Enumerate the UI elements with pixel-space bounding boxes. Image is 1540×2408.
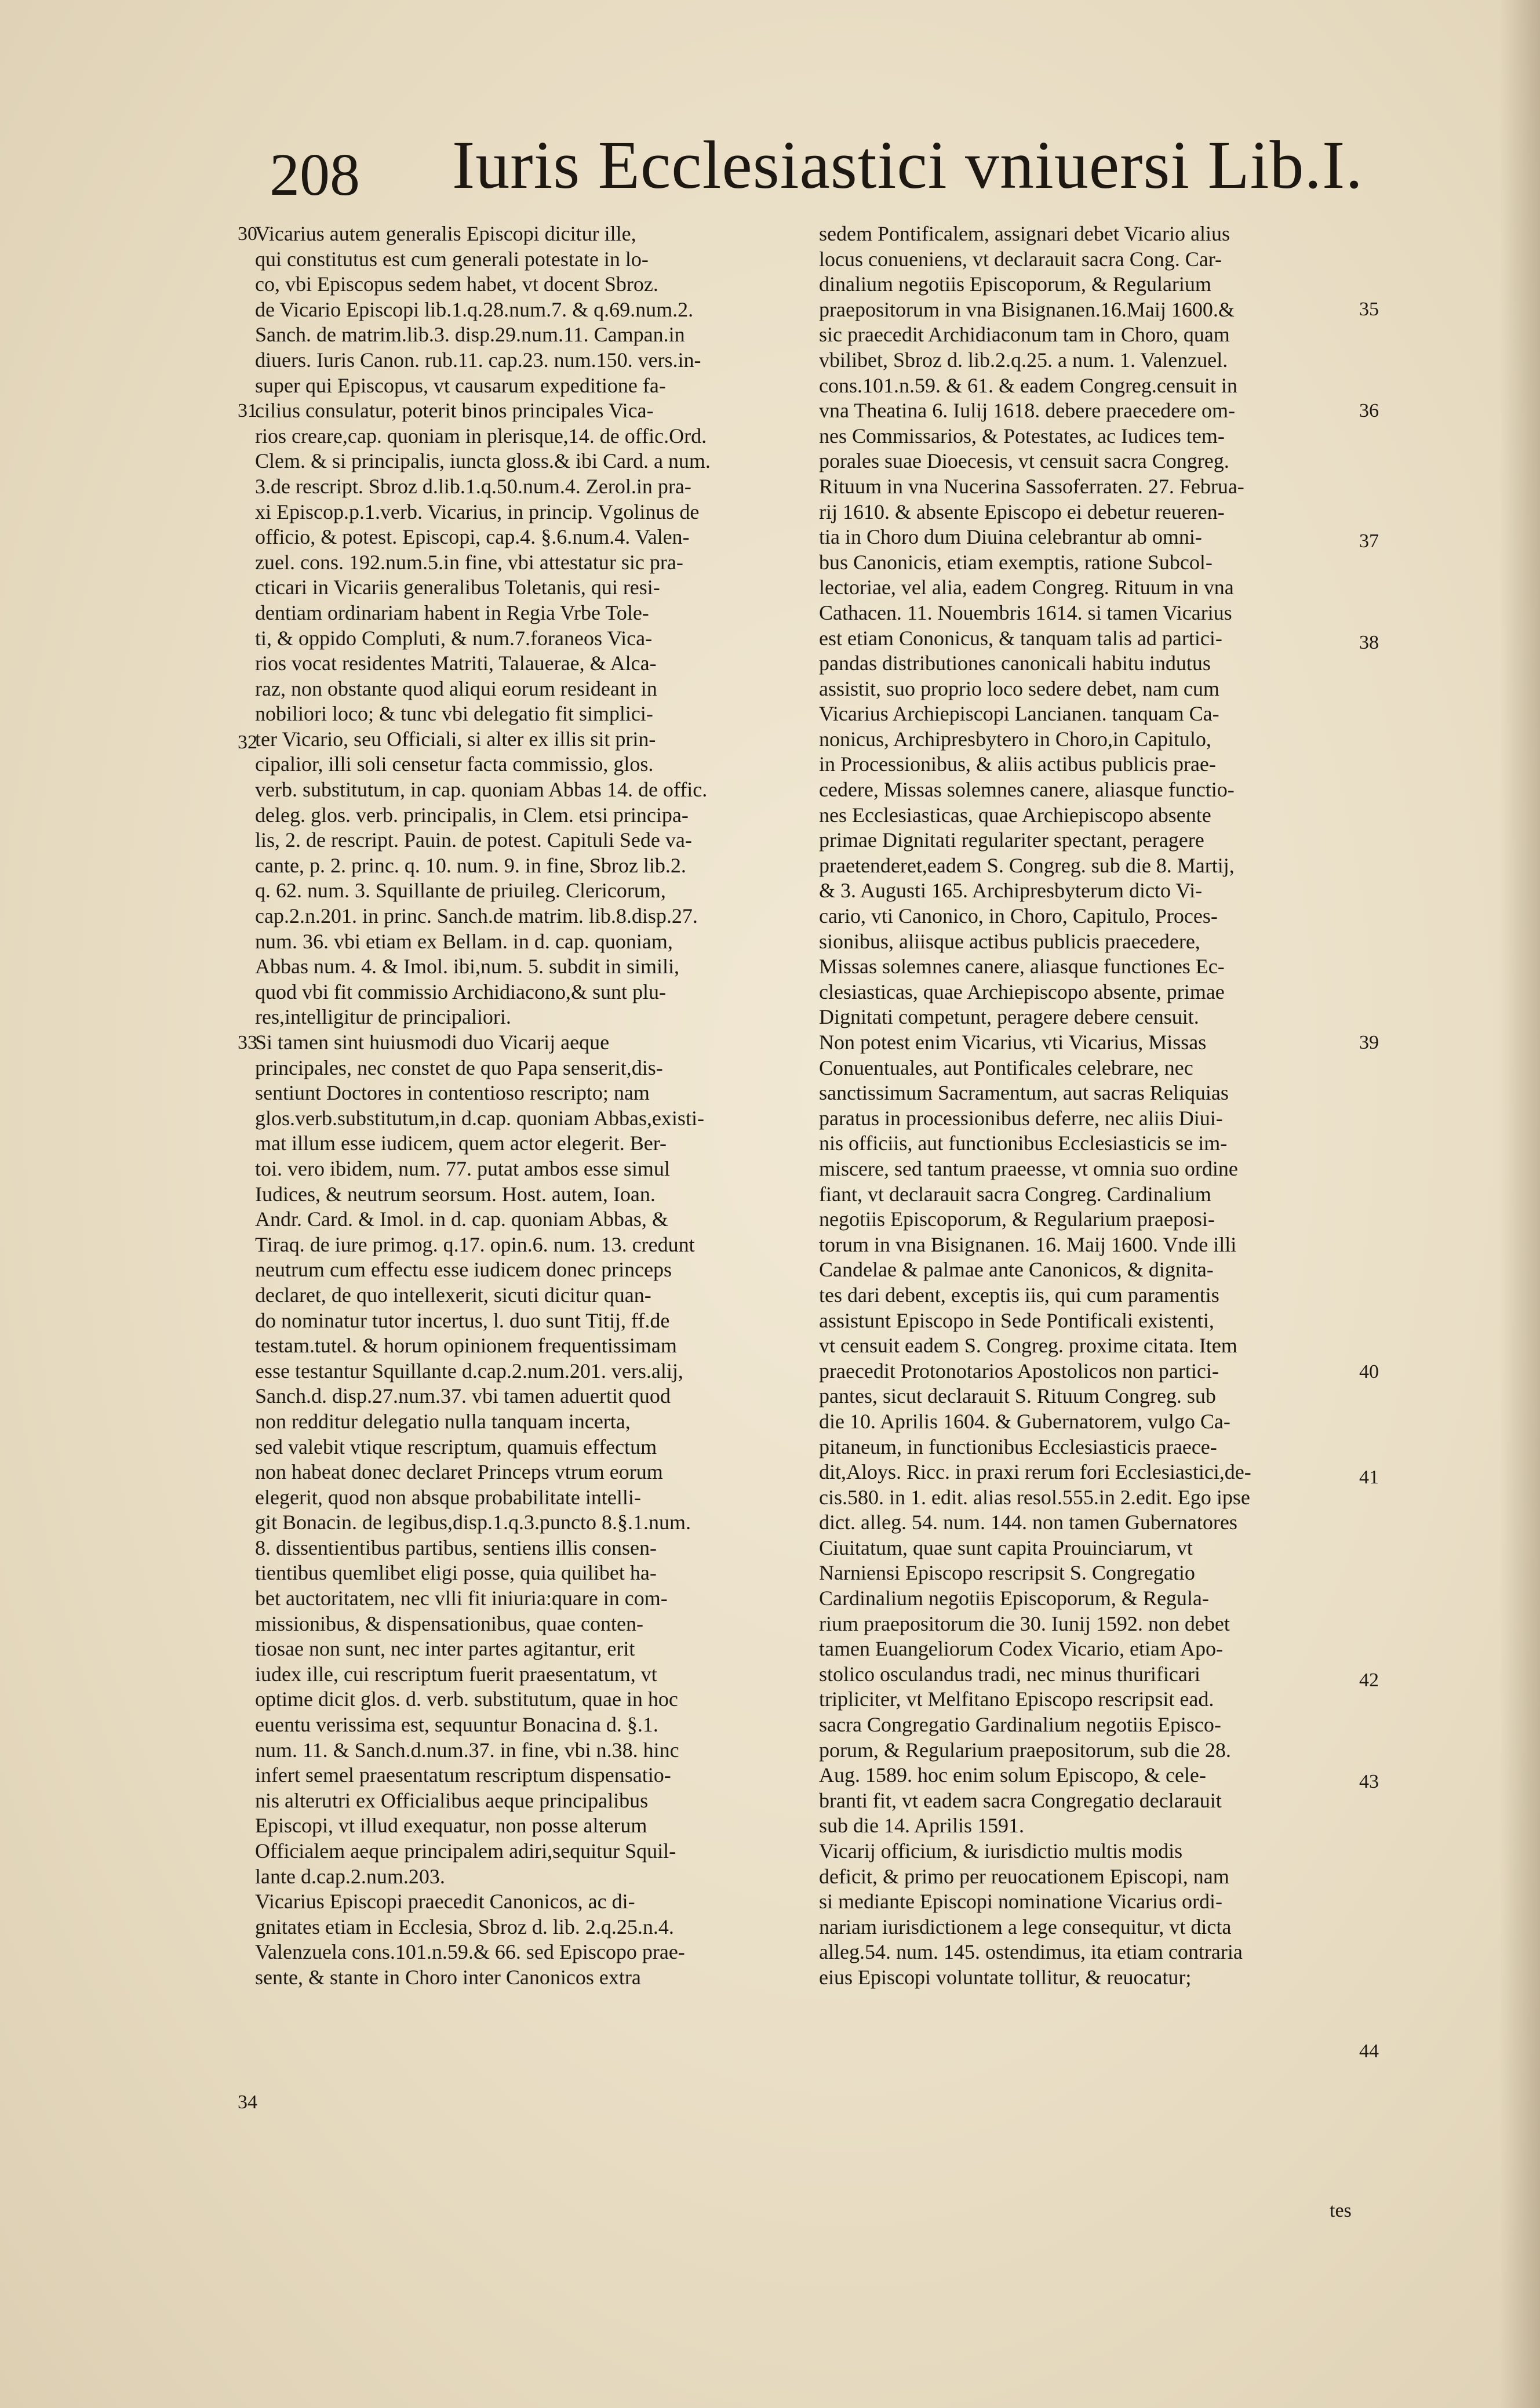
text-line: primae Dignitati regulariter spectant, peragere xyxy=(819,828,1204,852)
text-line: Narniensi Episcopo rescripsit S. Congregatio xyxy=(819,1561,1195,1585)
margin-number: 41 xyxy=(1359,1467,1379,1488)
text-line: 8. dissentientibus partibus, sentiens illis consen- xyxy=(255,1536,657,1559)
margin-number: 31 xyxy=(238,400,257,421)
text-line: Clem. & si principalis, iuncta gloss.& ibi Card. a num. xyxy=(255,449,711,473)
text-line: q. 62. num. 3. Squillante de priuileg. Clericorum, xyxy=(255,879,666,903)
margin-number: 40 xyxy=(1359,1361,1379,1383)
margin-number: 43 xyxy=(1359,1771,1379,1792)
text-line: num. 11. & Sanch.d.num.37. in fine, vbi n.38. hinc xyxy=(255,1738,679,1762)
margin-number: 33 xyxy=(238,1032,257,1053)
text-line: declaret, de quo intellexerit, sicuti dicitur quan- xyxy=(255,1283,651,1307)
text-line: res,intelligitur de principaliori. xyxy=(255,1005,511,1029)
text-line: Tiraq. de iure primog. q.17. opin.6. num. 13. credunt xyxy=(255,1232,695,1256)
text-line: Andr. Card. & Imol. in d. cap. quoniam Abbas, & xyxy=(255,1207,668,1231)
text-line: nis alterutri ex Officialibus aeque principalibus xyxy=(255,1788,649,1812)
margin-number: 36 xyxy=(1359,400,1379,421)
text-line: qui constitutus est cum generali potestate in lo- xyxy=(255,247,649,271)
text-line: sed valebit vtique rescriptum, quamuis effectum xyxy=(255,1435,657,1458)
text-line: cticari in Vicariis generalibus Toletanis, qui resi- xyxy=(255,576,660,599)
text-line: missionibus, & dispensationibus, quae conten- xyxy=(255,1612,643,1635)
text-line: rij 1610. & absente Episcopo ei debetur reueren- xyxy=(819,500,1225,523)
text-line: tientibus quemlibet eligi posse, quia quilibet ha- xyxy=(255,1561,657,1585)
margin-number: 35 xyxy=(1359,299,1379,320)
page-edge-shadow xyxy=(1499,0,1540,2408)
text-line: assistunt Episcopo in Sede Pontificali existenti, xyxy=(819,1308,1214,1332)
text-line: Episcopi, vt illud exequatur, non posse alterum xyxy=(255,1814,647,1838)
text-line: bus Canonicis, etiam exemptis, ratione Subcol- xyxy=(819,550,1213,574)
text-line: Si tamen sint huiusmodi duo Vicarij aeque xyxy=(255,1031,610,1054)
text-line: bet auctoritatem, nec vlli fit iniuria:quare in com- xyxy=(255,1587,668,1610)
margin-number: 34 xyxy=(238,2091,257,2113)
text-line: praepositorum in vna Bisignanen.16.Maij 1600.& xyxy=(819,297,1235,321)
text-line: xi Episcop.p.1.verb. Vicarius, in princip. Vgolinus de xyxy=(255,500,700,523)
text-line: praecedit Protonotarios Apostolicos non partici- xyxy=(819,1359,1219,1383)
text-line: toi. vero ibidem, num. 77. putat ambos esse simul xyxy=(255,1156,670,1180)
text-line: locus conueniens, vt declarauit sacra Cong. Car- xyxy=(819,247,1222,271)
text-line: testam.tutel. & horum opinionem frequentissimam xyxy=(255,1334,677,1358)
text-line: cap.2.n.201. in princ. Sanch.de matrim. lib.8.disp.27. xyxy=(255,904,698,928)
text-line: cons.101.n.59. & 61. & eadem Congreg.censuit in xyxy=(819,373,1237,397)
text-line: rium praepositorum die 30. Iunij 1592. non debet xyxy=(819,1612,1230,1635)
text-line: negotiis Episcoporum, & Regularium praeposi- xyxy=(819,1207,1215,1231)
text-line: elegerit, quod non absque probabilitate intelli- xyxy=(255,1485,641,1509)
text-line: verb. substitutum, in cap. quoniam Abbas 14. de offic. xyxy=(255,778,708,802)
text-line: infert semel praesentatum rescriptum dispensatio- xyxy=(255,1763,671,1787)
text-line: cipalior, illi soli censetur facta commissio, glos. xyxy=(255,752,654,776)
text-line: pantes, sicut declarauit S. Rituum Congreg. sub xyxy=(819,1384,1216,1408)
running-title: Iuris Ecclesiastici vniuersi Lib.I. xyxy=(452,127,1363,203)
text-line: Abbas num. 4. & Imol. ibi,num. 5. subdit in simili, xyxy=(255,955,680,979)
text-line: branti fit, vt eadem sacra Congregatio declarauit xyxy=(819,1788,1222,1812)
text-line: tamen Euangeliorum Codex Vicario, etiam Apo- xyxy=(819,1637,1223,1661)
text-line: torum in vna Bisignanen. 16. Maij 1600. Vnde illi xyxy=(819,1232,1237,1256)
text-line: vt censuit eadem S. Congreg. proxime citata. Item xyxy=(819,1334,1237,1358)
text-line: Candelae & palmae ante Canonicos, & dignita- xyxy=(819,1258,1214,1282)
page-number: 208 xyxy=(270,141,360,208)
text-line: die 10. Aprilis 1604. & Gubernatorem, vulgo Ca- xyxy=(819,1409,1230,1433)
text-line: sub die 14. Aprilis 1591. xyxy=(819,1814,1025,1838)
right-text-column xyxy=(819,221,1359,1991)
text-line: gnitates etiam in Ecclesia, Sbroz d. lib. 2.q.25.n.4. xyxy=(255,1915,674,1938)
text-line: Ciuitatum, quae sunt capita Prouinciarum, vt xyxy=(819,1536,1193,1559)
text-line: Officialem aeque principalem adiri,sequitur Squil- xyxy=(255,1839,676,1863)
text-line: sacra Congregatio Gardinalium negotiis Episco- xyxy=(819,1713,1221,1737)
text-line: Cardinalium negotiis Episcoporum, & Regula- xyxy=(819,1587,1209,1610)
text-line: dict. alleg. 54. num. 144. non tamen Gubernatores xyxy=(819,1511,1237,1534)
text-line: esse testantur Squillante d.cap.2.num.201. vers.alij, xyxy=(255,1359,683,1383)
text-line: & 3. Augusti 165. Archipresbyterum dicto Vi- xyxy=(819,879,1203,903)
text-line: est etiam Cononicus, & tanquam talis ad partici- xyxy=(819,626,1222,650)
text-line: porales suae Dioecesis, vt censuit sacra Congreg. xyxy=(819,449,1229,473)
text-line: Dignitati competunt, peragere debere censuit. xyxy=(819,1005,1199,1029)
left-text-column xyxy=(255,221,795,1991)
text-line: Vicarius Archiepiscopi Lancianen. tanquam Ca- xyxy=(819,702,1219,726)
text-line: sanctissimum Sacramentum, aut sacras Reliquias xyxy=(819,1081,1229,1105)
text-line: co, vbi Episcopus sedem habet, vt docent Sbroz. xyxy=(255,272,658,296)
text-line: Missas solemnes canere, aliasque functiones Ec- xyxy=(819,955,1225,979)
text-line: officio, & potest. Episcopi, cap.4. §.6.num.4. Valen- xyxy=(255,525,690,549)
text-line: do nominatur tutor incertus, l. duo sunt Titij, ff.de xyxy=(255,1308,670,1332)
text-line: porum, & Regularium praepositorum, sub die 28. xyxy=(819,1738,1231,1762)
text-line: cilius consulatur, poterit binos principales Vica- xyxy=(255,399,654,423)
text-line: si mediante Episcopi nominatione Vicarius ordi- xyxy=(819,1890,1223,1914)
text-line: alleg.54. num. 145. ostendimus, ita etiam contraria xyxy=(819,1940,1243,1964)
text-line: Rituum in vna Nucerina Sassoferraten. 27. Februa- xyxy=(819,474,1244,498)
text-line: ter Vicario, seu Officiali, si alter ex illis sit prin- xyxy=(255,727,656,751)
margin-number: 32 xyxy=(238,732,257,753)
text-line: nis officiis, aut functionibus Ecclesiasticis se im- xyxy=(819,1132,1228,1155)
text-line: cedere, Missas solemnes canere, aliasque functio- xyxy=(819,778,1235,802)
text-line: nes Ecclesiasticas, quae Archiepiscopo absente xyxy=(819,803,1211,827)
text-line: euentu verissima est, sequuntur Bonacina d. §.1. xyxy=(255,1713,658,1737)
text-line: non redditur delegatio nulla tanquam incerta, xyxy=(255,1409,631,1433)
text-line: Non potest enim Vicarius, vti Vicarius, Missas xyxy=(819,1031,1207,1054)
text-line: nonicus, Archipresbytero in Choro,in Capitulo, xyxy=(819,727,1211,751)
text-line: cante, p. 2. princ. q. 10. num. 9. in fine, Sbroz lib.2. xyxy=(255,853,686,877)
text-line: sic praecedit Archidiaconum tam in Choro, quam xyxy=(819,323,1230,347)
text-line: tes dari debent, exceptis iis, qui cum paramentis xyxy=(819,1283,1219,1307)
text-line: iudex ille, cui rescriptum fuerit praesentatum, vt xyxy=(255,1662,657,1686)
text-line: optime dicit glos. d. verb. substitutum, quae in hoc xyxy=(255,1687,678,1711)
text-line: dentiam ordinariam habent in Regia Vrbe Tole- xyxy=(255,601,649,624)
text-line: lante d.cap.2.num.203. xyxy=(255,1864,445,1888)
text-line: tripliciter, vt Melfitano Episcopo rescripsit ead. xyxy=(819,1687,1214,1711)
text-line: pitaneum, in functionibus Ecclesiasticis praece- xyxy=(819,1435,1217,1458)
text-line: praetenderet,eadem S. Congreg. sub die 8. Martij, xyxy=(819,853,1235,877)
text-line: non habeat donec declaret Princeps vtrum eorum xyxy=(255,1460,663,1484)
text-line: nes Commissarios, & Potestates, ac Iudices tem- xyxy=(819,424,1225,448)
text-line: deleg. glos. verb. principalis, in Clem. etsi principa- xyxy=(255,803,689,827)
margin-number: 39 xyxy=(1359,1032,1379,1053)
text-line: sente, & stante in Choro inter Canonicos extra xyxy=(255,1965,641,1989)
text-line: Aug. 1589. hoc enim solum Episcopo, & cele- xyxy=(819,1763,1206,1787)
text-line: assistit, suo proprio loco sedere debet, nam cum xyxy=(819,676,1219,700)
text-line: neutrum cum effectu esse iudicem donec princeps xyxy=(255,1258,672,1282)
text-line: vbilibet, Sbroz d. lib.2.q.25. a num. 1. Valenzuel. xyxy=(819,348,1228,372)
text-line: Vicarius autem generalis Episcopi dicitur ille, xyxy=(255,222,636,245)
text-line: Vicarius Episcopi praecedit Canonicos, ac di- xyxy=(255,1890,635,1914)
text-line: stolico osculandus tradi, nec minus thurificari xyxy=(819,1662,1200,1686)
margin-number: 38 xyxy=(1359,632,1379,653)
text-line: Conuentuales, aut Pontificales celebrare, nec xyxy=(819,1056,1193,1079)
text-line: zuel. cons. 192.num.5.in fine, vbi attestatur sic pra- xyxy=(255,550,683,574)
text-line: de Vicario Episcopi lib.1.q.28.num.7. & q.69.num.2. xyxy=(255,297,694,321)
text-line: vna Theatina 6. Iulij 1618. debere praecedere om- xyxy=(819,399,1236,423)
text-line: ti, & oppido Compluti, & num.7.foraneos Vica- xyxy=(255,626,653,650)
text-line: eius Episcopi voluntate tollitur, & reuocatur; xyxy=(819,1965,1192,1989)
margin-number: 30 xyxy=(238,223,257,245)
text-line: fiant, vt declarauit sacra Congreg. Cardinalium xyxy=(819,1182,1211,1206)
text-line: glos.verb.substitutum,in d.cap. quoniam Abbas,existi- xyxy=(255,1106,704,1130)
margin-number: 37 xyxy=(1359,530,1379,552)
text-line: pandas distributiones canonicali habitu indutus xyxy=(819,652,1211,675)
text-line: cario, vti Canonico, in Choro, Capitulo, Proces- xyxy=(819,904,1218,928)
text-line: quod vbi fit commissio Archidiacono,& sunt plu- xyxy=(255,980,666,1003)
text-line: diuers. Iuris Canon. rub.11. cap.23. num.150. vers.in- xyxy=(255,348,701,372)
text-line: cis.580. in 1. edit. alias resol.555.in 2.edit. Ego ipse xyxy=(819,1485,1250,1509)
text-line: clesiasticas, quae Archiepiscopo absente, primae xyxy=(819,980,1225,1003)
text-line: Cathacen. 11. Nouembris 1614. si tamen Vicarius xyxy=(819,601,1232,624)
text-line: sentiunt Doctores in contentioso rescripto; nam xyxy=(255,1081,650,1105)
text-line: principales, nec constet de quo Papa senserit,dis- xyxy=(255,1056,663,1079)
text-line: git Bonacin. de legibus,disp.1.q.3.puncto 8.§.1.num. xyxy=(255,1511,691,1534)
text-line: Sanch. de matrim.lib.3. disp.29.num.11. Campan.in xyxy=(255,323,685,347)
text-line: rios vocat residentes Matriti, Talauerae, & Alca- xyxy=(255,652,657,675)
catchword: tes xyxy=(1330,2200,1352,2221)
text-line: tia in Choro dum Diuina celebrantur ab omni- xyxy=(819,525,1202,549)
text-line: lectoriae, vel alia, eadem Congreg. Rituum in vna xyxy=(819,576,1234,599)
text-line: paratus in processionibus deferre, nec aliis Diui- xyxy=(819,1106,1223,1130)
text-line: mat illum esse iudicem, quem actor elegerit. Ber- xyxy=(255,1132,667,1155)
text-line: raz, non obstante quod aliqui eorum resideant in xyxy=(255,676,657,700)
text-line: Valenzuela cons.101.n.59.& 66. sed Episcopo prae- xyxy=(255,1940,685,1964)
text-line: nobiliori loco; & tunc vbi delegatio fit simplici- xyxy=(255,702,653,726)
text-line: 3.de rescript. Sbroz d.lib.1.q.50.num.4. Zerol.in pra- xyxy=(255,474,691,498)
text-line: in Processionibus, & aliis actibus publicis prae- xyxy=(819,752,1216,776)
text-line: deficit, & primo per reuocationem Episcopi, nam xyxy=(819,1864,1229,1888)
text-line: Vicarij officium, & iurisdictio multis modis xyxy=(819,1839,1183,1863)
text-line: nariam iurisdictionem a lege consequitur, vt dicta xyxy=(819,1915,1232,1938)
margin-number: 42 xyxy=(1359,1669,1379,1691)
text-line: dinalium negotiis Episcoporum, & Regularium xyxy=(819,272,1211,296)
margin-number: 44 xyxy=(1359,2040,1379,2062)
text-line: miscere, sed tantum praeesse, vt omnia suo ordine xyxy=(819,1156,1238,1180)
text-line: lis, 2. de rescript. Pauin. de potest. Capituli Sede va- xyxy=(255,828,692,852)
text-line: sedem Pontificalem, assignari debet Vicario alius xyxy=(819,222,1230,245)
text-line: super qui Episcopus, vt causarum expeditione fa- xyxy=(255,373,666,397)
text-line: dit,Aloys. Ricc. in praxi rerum fori Ecclesiastici,de- xyxy=(819,1460,1251,1484)
text-line: rios creare,cap. quoniam in plerisque,14. de offic.Ord. xyxy=(255,424,707,448)
text-line: tiosae non sunt, nec inter partes agitantur, erit xyxy=(255,1637,635,1661)
text-line: Sanch.d. disp.27.num.37. vbi tamen aduertit quod xyxy=(255,1384,671,1408)
text-line: sionibus, aliisque actibus publicis praecedere, xyxy=(819,929,1200,953)
text-line: Iudices, & neutrum seorsum. Host. autem, Ioan. xyxy=(255,1182,656,1206)
text-line: num. 36. vbi etiam ex Bellam. in d. cap. quoniam, xyxy=(255,929,673,953)
